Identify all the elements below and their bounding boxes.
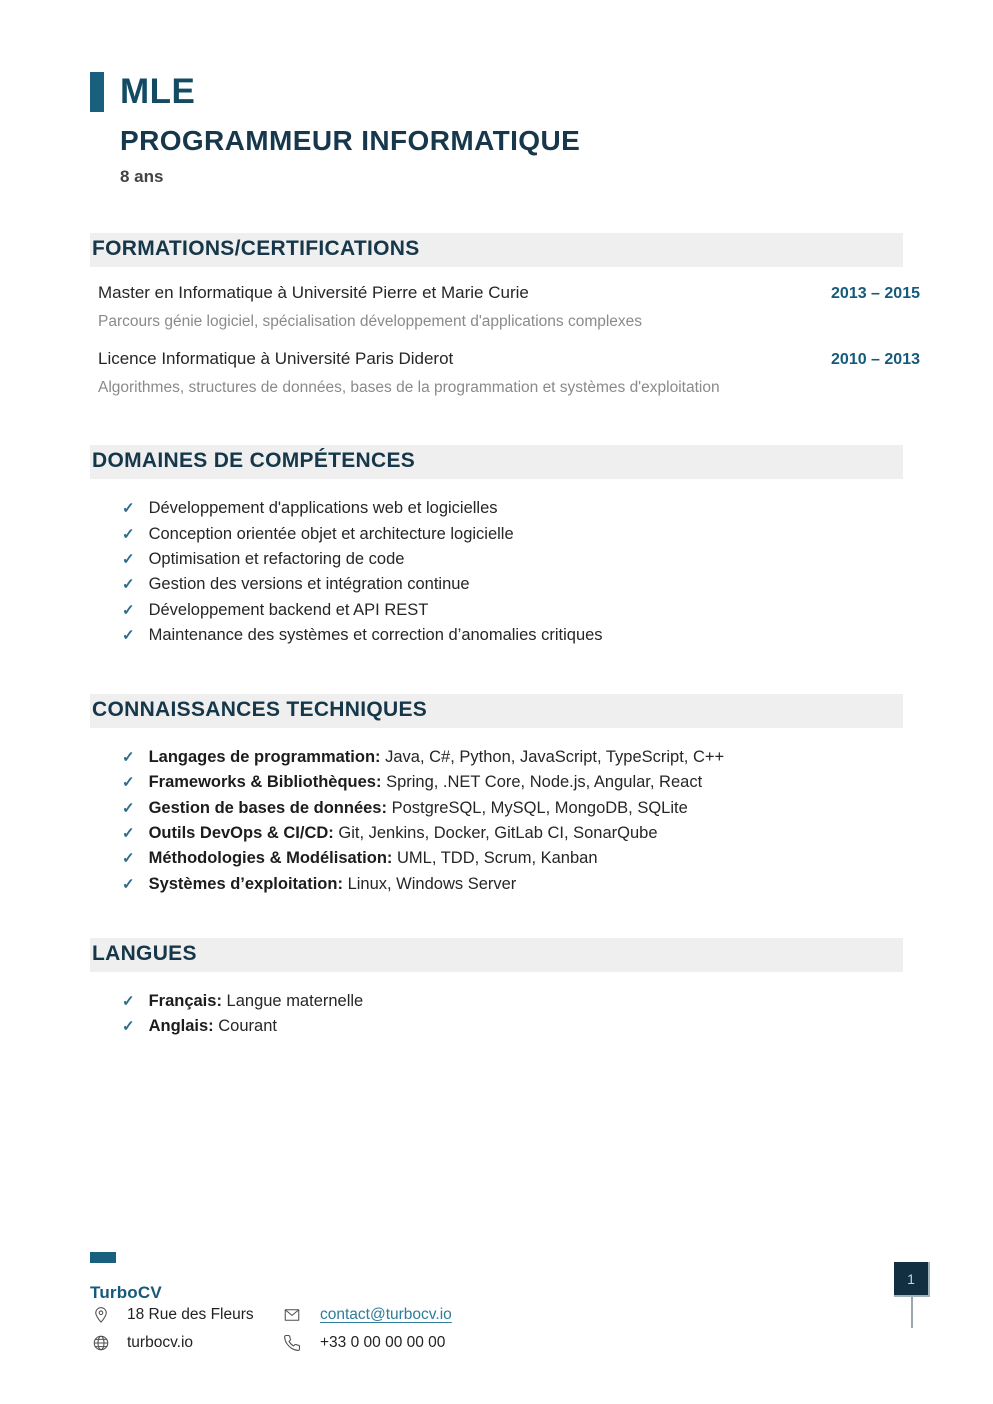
list-item <box>122 522 920 547</box>
skill-text: Développement d'applications web et logicielles <box>148 499 498 518</box>
list-item <box>122 623 920 648</box>
skills-list <box>90 496 920 648</box>
cv-content <box>90 72 920 1040</box>
section-domaines <box>90 445 920 648</box>
skill-values: PostgreSQL, MySQL, MongoDB, SQLite <box>391 798 688 817</box>
section-heading-langues: LANGUES <box>90 938 903 972</box>
check-icon: ✓ <box>122 875 135 893</box>
education-entry <box>98 348 920 399</box>
check-icon: ✓ <box>122 992 135 1010</box>
skill-text: Optimisation et refactoring de code <box>148 549 405 568</box>
list-item <box>122 821 920 846</box>
brand-name: TurboCV <box>90 1283 162 1302</box>
location-pin-icon <box>92 1306 110 1324</box>
section-heading-connaissances: CONNAISSANCES TECHNIQUES <box>90 694 903 728</box>
list-item <box>122 598 920 623</box>
list-item <box>122 989 920 1014</box>
date-range: 2010 – 2013 <box>831 351 920 369</box>
entry-row <box>98 348 920 371</box>
check-icon: ✓ <box>122 1018 135 1036</box>
degree-title: Licence Informatique à Université Paris Diderot <box>98 349 454 369</box>
phone-icon <box>283 1334 301 1352</box>
accent-bar <box>90 72 104 112</box>
footer-accent-rect <box>90 1252 116 1263</box>
entry-row <box>98 282 920 305</box>
technical-skills-list <box>90 745 920 897</box>
language-label: Anglais: <box>148 1017 214 1036</box>
language-level: Langue maternelle <box>226 991 364 1010</box>
list-item <box>122 572 920 597</box>
skill-category-label: Outils DevOps & CI/CD: <box>148 824 334 843</box>
list-item <box>122 770 920 795</box>
degree-description: Parcours génie logiciel, spécialisation développement d'applications complexes <box>98 312 643 330</box>
languages-list <box>90 989 920 1040</box>
skill-text: Conception orientée objet et architecture logicielle <box>148 524 514 543</box>
skill-text: Développement backend et API REST <box>148 600 429 619</box>
cv-header <box>90 72 920 187</box>
skill-text: Maintenance des systèmes et correction d’anomalies critiques <box>148 625 603 644</box>
check-icon: ✓ <box>122 825 135 843</box>
list-item <box>122 496 920 521</box>
section-langues <box>90 938 920 1040</box>
skill-values: Java, C#, Python, JavaScript, TypeScript, C++ <box>385 748 725 767</box>
skill-values: Linux, Windows Server <box>347 874 517 893</box>
check-icon: ✓ <box>122 774 135 792</box>
skill-text: Gestion des versions et intégration continue <box>148 575 470 594</box>
check-icon: ✓ <box>122 601 135 619</box>
skill-category-label: Frameworks & Bibliothèques: <box>148 773 382 792</box>
check-icon: ✓ <box>122 550 135 568</box>
globe-icon <box>92 1334 110 1352</box>
list-item <box>122 547 920 572</box>
check-icon: ✓ <box>122 626 135 644</box>
check-icon: ✓ <box>122 500 135 518</box>
skill-values: UML, TDD, Scrum, Kanban <box>397 849 598 868</box>
list-item <box>122 745 920 770</box>
date-range: 2013 – 2015 <box>831 285 920 302</box>
page-badge-line <box>911 1297 913 1328</box>
job-title: PROGRAMMEUR INFORMATIQUE <box>120 125 581 156</box>
list-item <box>122 1014 920 1039</box>
list-item <box>122 846 920 871</box>
email-link[interactable]: contact@turbocv.io <box>320 1306 452 1323</box>
education-entries <box>98 282 920 399</box>
section-formations <box>90 233 920 399</box>
skill-category-label: Gestion de bases de données: <box>148 798 387 817</box>
address-text: 18 Rue des Fleurs <box>127 1306 254 1323</box>
contact-info <box>92 1306 452 1352</box>
degree-title: Master en Informatique à Université Pierre et Marie Curie <box>98 283 529 302</box>
section-heading-formations: FORMATIONS/CERTIFICATIONS <box>90 233 903 267</box>
page-number-badge: 1 <box>894 1262 930 1297</box>
skill-category-label: Systèmes d’exploitation: <box>148 874 343 893</box>
degree-description: Algorithmes, structures de données, bases de la programmation et systèmes d'exploitation <box>98 379 720 397</box>
check-icon: ✓ <box>122 749 135 767</box>
skill-values: Spring, .NET Core, Node.js, Angular, React <box>386 773 703 792</box>
list-item <box>122 796 920 821</box>
language-label: Français: <box>148 991 222 1010</box>
education-entry <box>98 282 920 333</box>
check-icon: ✓ <box>122 850 135 868</box>
years-of-experience: 8 ans <box>120 167 164 186</box>
language-level: Courant <box>218 1017 277 1036</box>
check-icon: ✓ <box>122 525 135 543</box>
section-connaissances <box>90 694 920 897</box>
skill-values: Git, Jenkins, Docker, GitLab CI, SonarQube <box>338 824 658 843</box>
phone-text: +33 0 00 00 00 00 <box>320 1334 446 1351</box>
website-text: turbocv.io <box>127 1334 194 1351</box>
candidate-initials: MLE <box>120 72 196 111</box>
check-icon: ✓ <box>122 799 135 817</box>
check-icon: ✓ <box>122 576 135 594</box>
email-icon <box>283 1306 301 1324</box>
skill-category-label: Langages de programmation: <box>148 748 381 767</box>
list-item <box>122 872 920 897</box>
skill-category-label: Méthodologies & Modélisation: <box>148 849 393 868</box>
section-heading-domaines: DOMAINES DE COMPÉTENCES <box>90 445 903 479</box>
name-row <box>90 72 920 112</box>
